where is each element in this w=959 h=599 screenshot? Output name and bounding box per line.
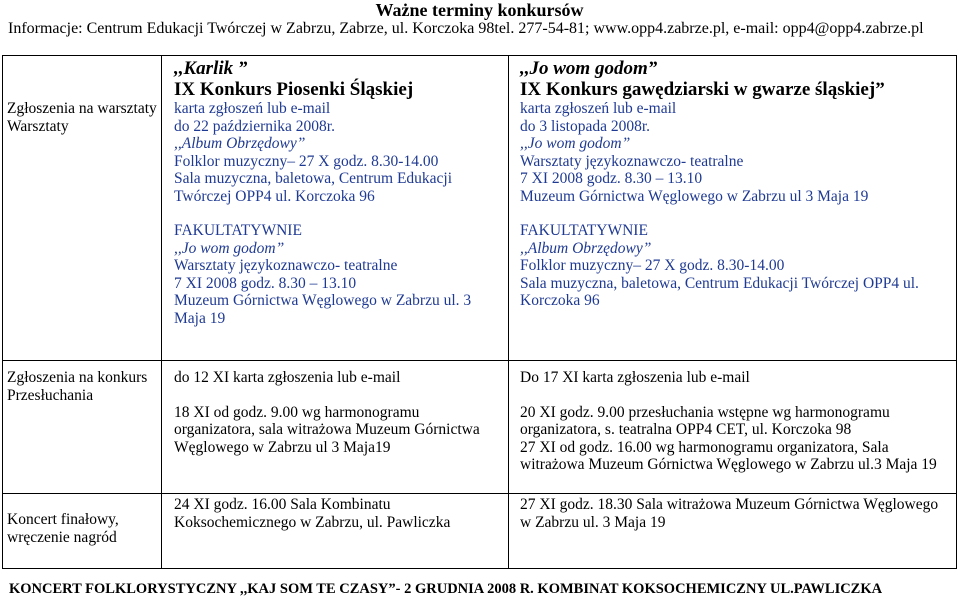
karlik-workshop-place: Sala muzyczna, baletowa, Centrum Edukacji Twórczej OPP4 ul. Korczoka 96 bbox=[174, 170, 453, 205]
karlik-subtitle: IX Konkurs Piosenki Śląskiej bbox=[174, 79, 414, 100]
karlik-title: ,,Karlik ” bbox=[174, 58, 248, 79]
schedule-table bbox=[2, 55, 957, 569]
jowom-auditions-cell bbox=[509, 361, 957, 494]
jowom-final-concert: 27 XI godz. 18.30 Sala witrażowa Muzeum Górnictwa Węglowego w Zabrzu ul. 3 Maja 19 bbox=[520, 496, 939, 531]
jowom-title: ,,Jo wom godom” bbox=[520, 58, 658, 79]
jowom-workshop-place: Muzeum Górnictwa Węglowego w Zabrzu ul 3 Maja 19 bbox=[520, 187, 869, 205]
row-label-final-concert: Koncert finałowy, wręczenie nagród bbox=[7, 511, 119, 546]
footer-concert-note: KONCERT FOLKLORYSTYCZNY ,,KAJ SOM TE CZASY”- 2 GRUDNIA 2008 R. KOMBINAT KOKSOCHEMICZNY UL.PAWLICZKA bbox=[9, 581, 883, 597]
karlik-auditions: 18 XI od godz. 9.00 wg harmonogramu organizatora, sala witrażowa Muzeum Górnictwa Węglowego w Zabrzu ul 3 Maja19 bbox=[174, 403, 480, 456]
jowom-optional-place: Sala muzyczna, baletowa, Centrum Edukacji Twórczej OPP4 ul. Korczoka 96 bbox=[520, 274, 919, 309]
karlik-optional: FAKULTATYWNIE bbox=[174, 222, 302, 239]
karlik-optional-desc: Warsztaty językoznawczo- teatralne bbox=[174, 257, 398, 274]
karlik-auditions-cell bbox=[162, 361, 509, 494]
jowom-optional: FAKULTATYWNIE bbox=[520, 222, 648, 239]
row-label-workshops: Warsztaty bbox=[7, 117, 69, 135]
karlik-cell bbox=[162, 56, 509, 361]
jowom-optional-time: Folklor muzyczny– 27 X godz. 8.30-14.00 bbox=[520, 257, 785, 274]
karlik-deadline: do 22 października 2008r. bbox=[174, 117, 335, 135]
karlik-final-concert: 24 XI godz. 16.00 Sala Kombinatu Koksochemicznego w Zabrzu, ul. Pawliczka bbox=[174, 496, 451, 531]
jowom-workshop-desc: Warsztaty językoznawczo- teatralne bbox=[520, 152, 744, 170]
row-label-auditions: Przesłuchania bbox=[7, 386, 94, 404]
jowom-workshop-time: 7 XI 2008 godz. 8.30 – 13.10 bbox=[520, 170, 703, 187]
jowom-subtitle: IX Konkurs gawędziarski w gwarze śląskiej” bbox=[520, 79, 885, 100]
karlik-contest-signup: do 12 XI karta zgłoszenia lub e-mail bbox=[174, 369, 401, 386]
row-label-cell bbox=[3, 494, 162, 569]
karlik-optional-time: 7 XI 2008 godz. 8.30 – 13.10 bbox=[174, 274, 357, 292]
karlik-workshop-title: ,,Album Obrzędowy” bbox=[174, 135, 306, 152]
jowom-auditions-final: 27 XI od godz. 16.00 wg harmonogramu organizatora, Sala witrażowa Muzeum Górnictwa Węglowego w Zabrzu ul.3 Maja 19 bbox=[520, 438, 937, 473]
jowom-deadline: do 3 listopada 2008r. bbox=[520, 117, 651, 135]
karlik-signup: karta zgłoszeń lub e-mail bbox=[174, 100, 331, 117]
karlik-final-cell bbox=[162, 494, 509, 569]
karlik-optional-title: ,,Jo wom godom” bbox=[174, 239, 285, 257]
row-label-signup-workshops: Zgłoszenia na warsztaty bbox=[7, 100, 157, 117]
row-label-signup-contest: Zgłoszenia na konkurs bbox=[7, 369, 148, 386]
jowom-cell bbox=[509, 56, 957, 361]
karlik-optional-place: Muzeum Górnictwa Węglowego w Zabrzu ul. 3 Maja 19 bbox=[174, 292, 472, 327]
row-label-cell bbox=[3, 361, 162, 494]
karlik-workshop-time: Folklor muzyczny– 27 X godz. 8.30-14.00 bbox=[174, 152, 439, 170]
jowom-workshop-title: ,,Jo wom godom” bbox=[520, 135, 631, 152]
table-row bbox=[3, 494, 957, 569]
table-row bbox=[3, 56, 957, 361]
jowom-contest-signup: Do 17 XI karta zgłoszenia lub e-mail bbox=[520, 369, 750, 386]
jowom-auditions-preliminary: 20 XI godz. 9.00 przesłuchania wstępne wg harmonogramu organizatora, s. teatralna OPP4 CET, ul. Korczoka 98 bbox=[520, 403, 890, 438]
contact-info: Informacje: Centrum Edukacji Twórczej w Zabrzu, Zabrze, ul. Korczoka 98tel. 277-54-81; www.opp4.zabrze.pl, e-mail: opp4@opp4.zabrze.pl bbox=[8, 20, 924, 37]
jowom-signup: karta zgłoszeń lub e-mail bbox=[520, 100, 677, 117]
page-title: Ważne terminy konkursów bbox=[375, 0, 584, 20]
jowom-final-cell bbox=[509, 494, 957, 569]
table-row bbox=[3, 361, 957, 494]
row-label-cell bbox=[3, 56, 162, 361]
jowom-optional-title: ,,Album Obrzędowy” bbox=[520, 239, 652, 257]
